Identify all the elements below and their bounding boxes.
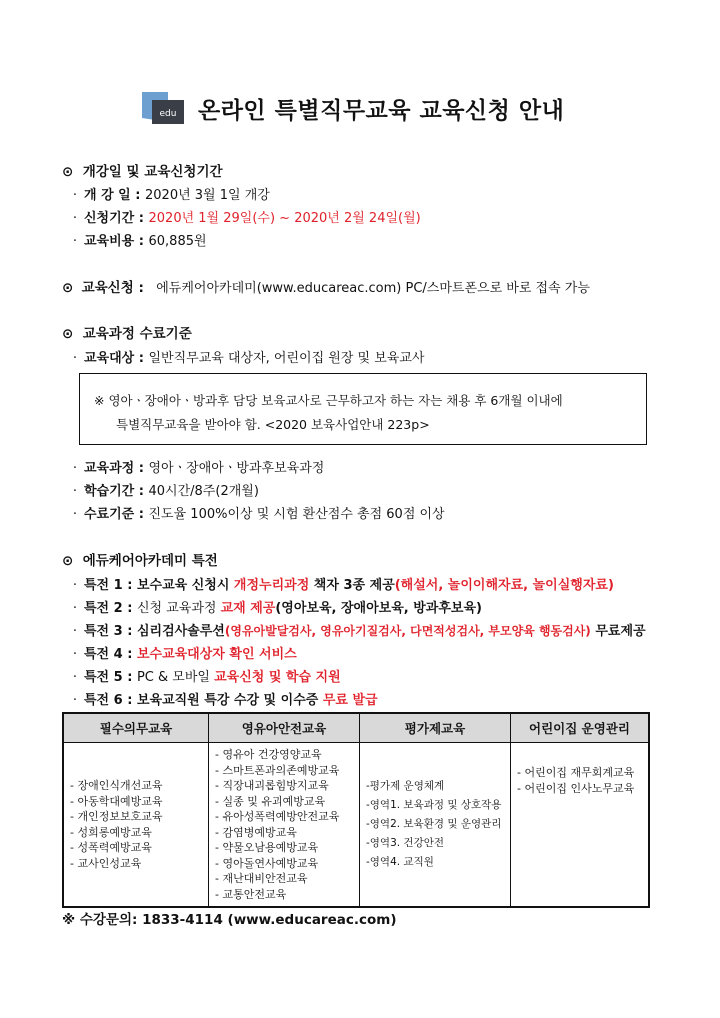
item-duration: · 학습기간 : 40시간/8주(2개월) xyxy=(66,480,259,499)
dot-bullet-icon: · xyxy=(72,351,78,366)
item-fee: · 교육비용 : 60,885원 xyxy=(66,230,207,249)
item-label: 교육대상 xyxy=(84,351,135,366)
item-value: 2020년 3월 1일 개강 xyxy=(145,188,270,203)
course-table xyxy=(62,712,650,908)
table-header-row xyxy=(63,713,649,743)
item-label: 개 강 일 xyxy=(84,188,131,203)
benefit-text: 심리검사솔루션 xyxy=(136,624,225,639)
list-item: - 성희롱예방교육 xyxy=(70,825,152,839)
contact-footer: ※ 수강문의: 1833-4114 (www.educareac.com) xyxy=(62,912,397,928)
edu-logo-icon xyxy=(138,88,186,128)
table-cell-safety xyxy=(209,743,360,908)
benefit-highlight: 무료 발급 xyxy=(322,693,378,708)
dot-bullet-icon: · xyxy=(72,693,78,708)
benefit-highlight: 교육신청 및 학습 지원 xyxy=(214,670,341,685)
benefit-2: · 특전 2 : 신청 교육과정 교재 제공(영아보육, 장애아보육, 방과후보육) xyxy=(66,597,482,616)
benefit-text: 보육교직원 특강 수강 및 이수증 xyxy=(136,693,323,708)
list-item: - 영유아 건강영양교육 xyxy=(215,748,322,761)
item-open-date: · 개 강 일 : 2020년 3월 1일 개강 xyxy=(66,184,270,203)
list-item: - 영아돌연사예방교육 xyxy=(215,856,319,870)
table-header: 어린이집 운영관리 xyxy=(511,713,650,743)
dot-bullet-icon: · xyxy=(72,670,78,685)
table-header: 필수의무교육 xyxy=(63,713,209,743)
table-header: 평가제교육 xyxy=(360,713,511,743)
section-course-criteria xyxy=(62,322,192,342)
benefit-label: 특전 6 xyxy=(84,693,123,708)
benefit-4: · 특전 4 : 보수교육대상자 확인 서비스 xyxy=(66,643,297,662)
benefit-text: 신청 교육과정 xyxy=(136,601,221,616)
section-heading: 개강일 및 교육신청기간 xyxy=(82,164,223,180)
section-open-period xyxy=(62,160,223,180)
list-item: - 아동학대예방교육 xyxy=(70,794,163,808)
list-item: - 성폭력예방교육 xyxy=(70,841,152,854)
benefit-label: 특전 1 xyxy=(84,578,123,593)
dot-bullet-icon: · xyxy=(72,647,78,662)
item-target: · 교육대상 : 일반직무교육 대상자, 어린이집 원장 및 보육교사 xyxy=(66,347,424,366)
dot-bullet-icon: · xyxy=(72,624,78,639)
notice-line: 특별직무교육을 받아야 함. <2020 보육사업안내 223p> xyxy=(116,417,430,432)
list-item: -영역4. 교직원 xyxy=(366,856,434,868)
list-item: - 재난대비안전교육 xyxy=(215,872,308,885)
benefit-text: (영아보육, 장애아보육, 방과후보육) xyxy=(275,601,482,616)
benefit-label: 특전 2 xyxy=(84,601,123,616)
circle-bullet-icon: ⊙ xyxy=(62,326,74,342)
dot-bullet-icon: · xyxy=(72,234,78,249)
section-heading: 에듀케어아카데미 특전 xyxy=(82,553,218,569)
list-item: -영역3. 건강안전 xyxy=(366,837,445,849)
benefit-label: 특전 5 xyxy=(84,670,123,685)
list-item: -영역2. 보육환경 및 운영관리 xyxy=(366,818,502,830)
list-item: - 개인정보보호교육 xyxy=(70,810,163,823)
item-value: 일반직무교육 대상자, 어린이집 원장 및 보육교사 xyxy=(148,351,425,366)
item-value: 60,885원 xyxy=(148,234,207,249)
list-item: - 감염병예방교육 xyxy=(215,825,297,839)
list-item: - 어린이집 재무회계교육 xyxy=(517,766,635,779)
item-label: 수료기준 xyxy=(84,507,135,522)
circle-bullet-icon: ⊙ xyxy=(62,280,74,296)
item-label: 교육과정 xyxy=(84,461,135,476)
page-title: 온라인 특별직무교육 교육신청 안내 xyxy=(198,98,565,124)
section-benefits xyxy=(62,549,218,569)
benefit-highlight: 개정누리과정 xyxy=(233,578,310,593)
list-item: - 직장내괴롭힘방지교육 xyxy=(215,779,329,792)
circle-bullet-icon: ⊙ xyxy=(62,164,74,180)
notice-box xyxy=(79,373,647,445)
circle-bullet-icon: ⊙ xyxy=(62,553,74,569)
benefit-text: 보수교육 신청시 xyxy=(136,578,234,593)
dot-bullet-icon: · xyxy=(72,578,78,593)
list-item: - 교통안전교육 xyxy=(215,887,287,901)
item-apply-period: · 신청기간 : 2020년 1월 29일(수) ~ 2020년 2월 24일(월) xyxy=(66,207,421,226)
table-cell-evaluation xyxy=(360,743,511,908)
benefit-label: 특전 3 xyxy=(84,624,123,639)
benefit-text: 책자 3종 제공 xyxy=(309,578,395,593)
benefit-5: · 특전 5 : PC & 모바일 교육신청 및 학습 지원 xyxy=(66,666,341,685)
item-course: · 교육과정 : 영아ㆍ장애아ㆍ방과후보육과정 xyxy=(66,457,324,476)
item-label: 신청기간 xyxy=(84,211,135,226)
benefit-text: 무료제공 xyxy=(590,624,646,639)
dot-bullet-icon: · xyxy=(72,188,78,203)
dot-bullet-icon: · xyxy=(72,601,78,616)
benefit-highlight: 교재 제공 xyxy=(220,601,276,616)
dot-bullet-icon: · xyxy=(72,211,78,226)
item-value: 40시간/8주(2개월) xyxy=(148,484,259,499)
list-item: -영역1. 보육과정 및 상호작용 xyxy=(366,799,502,811)
section-apply xyxy=(62,276,590,296)
benefit-text: PC & 모바일 xyxy=(136,670,215,685)
table-header: 영유아안전교육 xyxy=(209,713,360,743)
item-value: 2020년 1월 29일(수) ~ 2020년 2월 24일(월) xyxy=(148,211,421,226)
dot-bullet-icon: · xyxy=(72,507,78,522)
list-item: - 교사인성교육 xyxy=(70,856,142,870)
item-label: 교육비용 xyxy=(84,234,135,249)
item-value: 진도율 100%이상 및 시험 환산점수 총점 60점 이상 xyxy=(148,507,445,522)
benefit-3: · 특전 3 : 심리검사솔루션(영유아발달검사, 영유아기질검사, 다면적성검사, 부모양육 행동검사) 무료제공 xyxy=(66,620,646,639)
benefit-highlight: (영유아발달검사, 영유아기질검사, 다면적성검사, 부모양육 행동검사) xyxy=(224,624,591,638)
dot-bullet-icon: · xyxy=(72,484,78,499)
list-item: - 유아성폭력예방안전교육 xyxy=(215,810,340,823)
dot-bullet-icon: · xyxy=(72,461,78,476)
benefit-highlight: (해설서, 놀이이해자료, 놀이실행자료) xyxy=(394,578,614,593)
table-cell-management xyxy=(511,743,650,908)
list-item: -평가제 운영체계 xyxy=(366,780,445,792)
section-heading: 교육과정 수료기준 xyxy=(82,326,192,342)
document-header xyxy=(0,86,720,132)
item-value: 영아ㆍ장애아ㆍ방과후보육과정 xyxy=(148,461,325,476)
table-cell-mandatory xyxy=(63,743,209,908)
benefit-1: · 특전 1 : 보수교육 신청시 개정누리과정 책자 3종 제공(해설서, 놀이이해자료, 놀이실행자료) xyxy=(66,574,614,593)
item-completion: · 수료기준 : 진도율 100%이상 및 시험 환산점수 총점 60점 이상 xyxy=(66,503,445,522)
list-item: - 실종 및 유괴예방교육 xyxy=(215,794,326,808)
benefit-6: · 특전 6 : 보육교직원 특강 수강 및 이수증 무료 발급 xyxy=(66,689,378,708)
table-row xyxy=(63,743,649,908)
svg-text:edu: edu xyxy=(159,109,177,119)
list-item: - 약물오남용예방교육 xyxy=(215,841,319,854)
item-label: 학습기간 xyxy=(84,484,135,499)
benefit-label: 특전 4 xyxy=(84,647,123,662)
list-item: - 어린이집 인사노무교육 xyxy=(517,781,635,795)
notice-line: ※ 영아ㆍ장애아ㆍ방과후 담당 보육교사로 근무하고자 하는 자는 채용 후 6개월 이내에 xyxy=(94,393,563,408)
list-item: - 스마트폰과의존예방교육 xyxy=(215,763,340,777)
benefit-highlight: 보수교육대상자 확인 서비스 xyxy=(136,647,297,662)
apply-info: 에듀케어아카데미(www.educareac.com) PC/스마트폰으로 바로 접속 가능 xyxy=(156,281,590,296)
section-heading: 교육신청 : xyxy=(81,280,144,296)
list-item: - 장애인식개선교육 xyxy=(70,779,163,792)
